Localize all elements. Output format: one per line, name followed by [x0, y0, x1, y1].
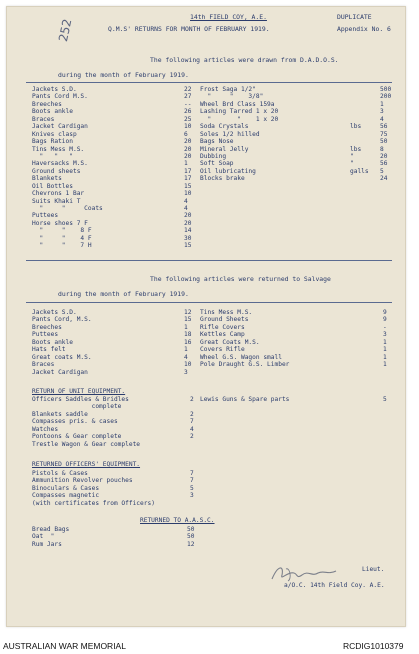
item-label: " " 7 H	[32, 242, 92, 250]
list-item	[32, 492, 198, 499]
item-label: Jackets S.D.	[32, 309, 77, 316]
divider	[26, 260, 392, 261]
list-item	[32, 418, 198, 425]
item-quantity: 1	[184, 346, 188, 354]
item-quantity: 16	[184, 338, 192, 346]
unit-equipment-heading: RETURN OF UNIT EQUIPMENT.	[32, 388, 126, 395]
item-unit: "	[350, 160, 354, 168]
list-item	[32, 411, 198, 418]
item-quantity: 3	[190, 492, 194, 500]
item-label: Oil Bottles	[32, 182, 73, 190]
item-label: Oat "	[32, 533, 55, 541]
item-label: Compasses magnetic	[32, 492, 100, 500]
item-quantity: 3	[184, 368, 188, 376]
item-label: Pontoons & Gear complete	[32, 433, 122, 441]
lewis-guns-item: Lewis Guns & Spare parts	[200, 396, 290, 403]
item-label: Mineral Jelly	[200, 145, 249, 153]
archive-reference: RCDIG1010379	[343, 641, 404, 651]
list-item	[200, 146, 392, 153]
item-label: Ammunition Revolver pouches	[32, 477, 133, 485]
item-quantity: 15	[184, 316, 192, 324]
list-item	[32, 324, 198, 331]
item-label: " " 8 F	[32, 227, 92, 235]
item-quantity: 10	[184, 123, 192, 131]
salvage-left-list	[32, 309, 198, 376]
item-label: Rum Jars	[32, 540, 62, 548]
list-item	[32, 242, 198, 249]
list-item	[200, 324, 392, 331]
item-label: Wheel Brd Class 159a	[200, 100, 275, 108]
item-quantity: 9	[383, 309, 387, 316]
register-stamp: 252	[56, 17, 75, 43]
list-item	[200, 331, 392, 338]
item-quantity: 1	[383, 346, 387, 354]
list-item	[200, 354, 392, 361]
item-quantity: 1	[383, 338, 387, 346]
duplicate-label: DUPLICATE	[337, 13, 372, 21]
returns-title: Q.M.S' RETURNS FOR MONTH OF FEBRUARY 1919.	[108, 25, 270, 33]
list-item	[32, 108, 198, 115]
item-label: Bags Nose	[200, 138, 234, 146]
item-label: " " 3/8"	[200, 93, 264, 101]
list-item	[32, 346, 198, 353]
list-item	[32, 153, 198, 160]
unit-equipment-list	[32, 396, 198, 448]
list-item	[200, 175, 392, 182]
item-quantity: 6	[184, 130, 188, 138]
list-item	[32, 198, 198, 205]
item-label: Pants Cord, M.S.	[32, 316, 92, 324]
list-item	[32, 470, 198, 477]
item-label: Covers Rifle	[200, 346, 245, 354]
unit-title: 14th FIELD COY, A.E.	[190, 13, 267, 21]
item-label: Ground sheets	[32, 167, 81, 175]
list-item	[32, 205, 198, 212]
item-quantity: 5	[190, 484, 194, 492]
item-label: Soft Soap	[200, 160, 234, 168]
item-quantity: 20	[184, 212, 192, 220]
item-label: Braces	[32, 361, 55, 369]
list-item	[32, 361, 198, 368]
list-item	[32, 123, 198, 130]
item-unit: lbs	[350, 145, 362, 153]
item-label: Wheel G.S. Wagon small	[200, 353, 282, 361]
item-quantity: 10	[184, 190, 192, 198]
item-quantity: --	[184, 100, 192, 108]
item-quantity: 1	[383, 353, 387, 361]
drawn-period: during the month of February 1919.	[58, 71, 189, 79]
item-label: Tins Mess M.S.	[32, 145, 85, 153]
list-item	[32, 146, 198, 153]
item-quantity: 4	[184, 353, 188, 361]
list-item	[200, 138, 392, 145]
list-item	[32, 500, 198, 507]
item-label: " " 1 x 20	[200, 115, 279, 123]
item-label: Pistols & Cases	[32, 470, 88, 477]
list-item	[32, 168, 198, 175]
item-label: Great coats M.S.	[32, 353, 92, 361]
item-label: Puttees	[32, 331, 59, 339]
item-label: Pants Cord M.S.	[32, 93, 88, 101]
list-item	[200, 339, 392, 346]
list-item	[200, 346, 392, 353]
item-quantity: 15	[184, 182, 192, 190]
officers-equipment-list	[32, 470, 198, 507]
salvage-period: during the month of February 1919.	[58, 290, 189, 298]
item-label: Officers Saddles & Bridles	[32, 396, 129, 403]
item-quantity: 500	[380, 86, 392, 93]
item-quantity: 4	[380, 115, 384, 123]
item-quantity: 7	[190, 477, 194, 485]
list-item	[32, 433, 198, 440]
item-quantity: 12	[187, 540, 195, 548]
drawn-left-list	[32, 86, 198, 250]
item-quantity: 200	[380, 93, 392, 101]
item-quantity: 50	[187, 526, 195, 533]
item-label: " " Coats	[32, 205, 103, 212]
list-item	[32, 339, 198, 346]
item-label: Compasses pris. & cases	[32, 418, 118, 426]
item-quantity: 4	[190, 425, 194, 433]
item-quantity: 24	[380, 175, 388, 183]
item-quantity: 8	[380, 145, 384, 153]
list-item	[200, 361, 392, 368]
signature-rank: Lieut.	[362, 566, 385, 573]
item-label: Soles 1/2 hilled	[200, 130, 260, 138]
item-label: Watches	[32, 425, 59, 433]
list-item	[32, 101, 198, 108]
list-item	[200, 153, 392, 160]
list-item	[32, 116, 198, 123]
item-label: Jacket Cardigan	[32, 368, 88, 376]
list-item	[32, 403, 198, 410]
salvage-right-list	[200, 309, 392, 369]
item-label: Blocks brake	[200, 175, 245, 183]
item-quantity: 56	[380, 123, 388, 131]
list-item	[32, 369, 198, 376]
item-quantity: 15	[184, 242, 192, 250]
item-quantity: 20	[184, 145, 192, 153]
item-label: Jacket Cardigan	[32, 123, 88, 131]
item-quantity: 12	[184, 309, 192, 316]
list-item	[200, 116, 392, 123]
item-quantity: 20	[380, 152, 388, 160]
item-quantity: 4	[184, 205, 188, 212]
item-quantity: 4	[184, 197, 188, 205]
item-quantity: 17	[184, 167, 192, 175]
item-label: Blankets	[32, 175, 62, 183]
item-unit: lbs	[350, 123, 362, 131]
item-label: Oil lubricating	[200, 167, 256, 175]
list-item	[32, 183, 198, 190]
item-label: Trestle Wagon & Gear complete	[32, 440, 141, 448]
list-item	[200, 316, 392, 323]
item-quantity: 27	[184, 93, 192, 101]
list-item	[32, 235, 198, 242]
item-label: Ground Sheets	[200, 316, 249, 324]
item-quantity: 75	[380, 130, 388, 138]
item-quantity: -	[383, 323, 387, 331]
item-label: Boots ankle	[32, 108, 73, 116]
item-quantity: 20	[184, 152, 192, 160]
item-quantity: 7	[190, 470, 194, 477]
list-item	[32, 160, 198, 167]
item-label: Horse shoes 7 F	[32, 219, 88, 227]
list-item	[32, 220, 198, 227]
item-quantity: 9	[383, 316, 387, 324]
item-label: Dubbing	[200, 152, 227, 160]
salvage-intro: The following articles were returned to Salvage	[150, 275, 331, 283]
item-quantity: 20	[184, 138, 192, 146]
item-quantity: 56	[380, 160, 388, 168]
item-label: Hats felt	[32, 346, 66, 354]
item-quantity: 10	[184, 361, 192, 369]
divider	[26, 302, 392, 303]
list-item	[32, 309, 198, 316]
list-item	[200, 101, 392, 108]
item-quantity: 1	[380, 100, 384, 108]
list-item	[32, 227, 198, 234]
list-item	[32, 441, 198, 448]
item-label: Pole Draught G.S. Limber	[200, 361, 290, 369]
item-label: Braces	[32, 115, 55, 123]
list-item	[32, 426, 198, 433]
item-label: Bags Ration	[32, 138, 73, 146]
item-quantity: 2	[190, 433, 194, 441]
item-quantity: 22	[184, 86, 192, 93]
item-label: Boots ankle	[32, 338, 73, 346]
item-quantity: 5	[380, 167, 384, 175]
list-item	[32, 175, 198, 182]
list-item	[32, 93, 198, 100]
item-label: Rifle Covers	[200, 323, 245, 331]
item-quantity: 20	[184, 219, 192, 227]
item-quantity: 7	[190, 418, 194, 426]
item-quantity: 3	[380, 108, 384, 116]
list-item	[32, 477, 198, 484]
item-quantity: 2	[190, 396, 194, 403]
item-label: Breeches	[32, 323, 62, 331]
item-label: Kettles Camp	[200, 331, 245, 339]
item-label: Binoculars & Cases	[32, 484, 100, 492]
list-item	[200, 86, 392, 93]
item-label: Puttees	[32, 212, 59, 220]
item-quantity: 1	[184, 323, 188, 331]
item-quantity: 14	[184, 227, 192, 235]
item-label: Jackets S.D.	[32, 86, 77, 93]
item-label: Knives clasp	[32, 130, 77, 138]
officers-equipment-heading: RETURNED OFFICERS' EQUIPMENT.	[32, 461, 141, 468]
item-label: Haversacks M.S.	[32, 160, 88, 168]
item-quantity: 50	[380, 138, 388, 146]
list-item	[32, 541, 198, 548]
item-label: " " "	[32, 152, 73, 160]
item-label: Breeches	[32, 100, 62, 108]
item-quantity: 26	[184, 108, 192, 116]
list-item	[200, 93, 392, 100]
signature-for-line: a/O.C. 14th Field Coy. A.E.	[284, 582, 385, 589]
aasc-heading: RETURNED TO A.A.S.C.	[140, 517, 215, 524]
item-quantity: 1	[184, 160, 188, 168]
list-item	[200, 123, 392, 130]
list-item	[32, 485, 198, 492]
list-item	[32, 138, 198, 145]
item-unit: galls	[350, 167, 369, 175]
item-label: " " 4 F	[32, 234, 92, 242]
item-label: Suits Khaki T	[32, 197, 81, 205]
item-quantity: 17	[184, 175, 192, 183]
list-item	[32, 212, 198, 219]
list-item	[200, 168, 392, 175]
list-item	[32, 331, 198, 338]
list-item	[32, 190, 198, 197]
item-quantity: 2	[190, 410, 194, 418]
appendix-label: Appendix No. 6	[337, 25, 391, 33]
list-item	[32, 354, 198, 361]
item-label: Blankets saddle	[32, 410, 88, 418]
item-label: Chevrons 1 Bar	[32, 190, 85, 198]
list-item	[32, 396, 198, 403]
archive-credit: AUSTRALIAN WAR MEMORIAL	[3, 641, 126, 651]
item-quantity: 18	[184, 331, 192, 339]
item-label: Soda Crystals	[200, 123, 249, 131]
list-item	[32, 533, 198, 540]
item-quantity: 3	[383, 331, 387, 339]
list-item	[200, 160, 392, 167]
item-label: complete	[32, 403, 122, 411]
list-item	[200, 108, 392, 115]
drawn-intro: The following articles were drawn from D.A.D.O.S.	[150, 56, 339, 64]
list-item	[32, 131, 198, 138]
divider	[26, 82, 392, 83]
item-unit: "	[350, 152, 354, 160]
item-label: Great Coats M.S.	[200, 338, 260, 346]
list-item	[32, 316, 198, 323]
list-item	[200, 131, 392, 138]
item-quantity: 1	[383, 361, 387, 369]
list-item	[32, 526, 198, 533]
item-quantity: 25	[184, 115, 192, 123]
list-item	[200, 309, 392, 316]
drawn-right-list	[200, 86, 392, 183]
item-quantity: 30	[184, 234, 192, 242]
item-label: (with certificates from Officers)	[32, 499, 155, 507]
list-item	[32, 86, 198, 93]
item-label: Frost Saga 1/2"	[200, 86, 256, 93]
lewis-guns-qty: 5	[383, 396, 387, 403]
item-quantity: 50	[187, 533, 195, 541]
item-label: Tins Mess M.S.	[200, 309, 253, 316]
aasc-list	[32, 526, 198, 548]
item-label: Lashing Tarred 1 x 20	[200, 108, 279, 116]
item-label: Bread Bags	[32, 526, 70, 533]
